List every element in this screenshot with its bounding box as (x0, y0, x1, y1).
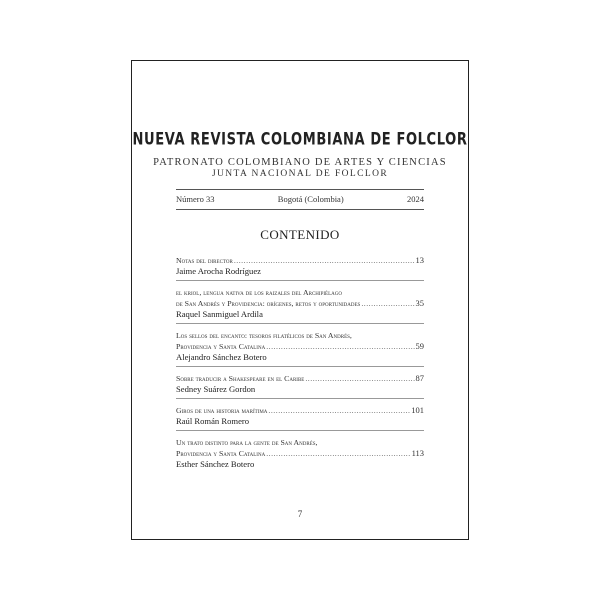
toc-title-line (176, 341, 424, 352)
publisher-name: PATRONATO COLOMBIANO DE ARTES Y CIENCIAS (153, 157, 447, 168)
issue-place: Bogotá (Colombia) (277, 194, 344, 204)
toc-title-line (176, 373, 424, 384)
entry-divider (176, 323, 424, 324)
toc-page-number: 13 (415, 255, 424, 265)
toc-title: Un trato distinto para la gente de San Andrés, (176, 438, 318, 447)
toc-title-line (176, 330, 424, 341)
toc-entry (176, 373, 424, 394)
toc-title: el kriol, lengua nativa de los raizales del Archipiélago (176, 288, 342, 297)
bottom-rule (176, 209, 424, 210)
toc-page-number: 87 (415, 373, 424, 383)
entry-divider (176, 280, 424, 281)
toc-title: Providencia y Santa Catalina (176, 449, 266, 458)
toc-title: Sobre traducir a Shakespeare en el Caribe (176, 374, 305, 383)
dot-leader (361, 298, 414, 309)
dot-leader (266, 341, 414, 352)
toc-title-line (176, 437, 424, 448)
dot-leader (266, 448, 410, 459)
toc-entry (176, 255, 424, 276)
toc-author: Jaime Arocha Rodríguez (176, 266, 261, 276)
toc-page-number: 101 (411, 405, 424, 415)
toc-title: Los sellos del encanto: tesoros filatélicos de San Andrés, (176, 331, 352, 340)
entry-divider (176, 430, 424, 431)
dot-leader (305, 373, 414, 384)
toc-entry (176, 330, 424, 362)
toc-author: Raúl Román Romero (176, 416, 250, 426)
page-number: 7 (297, 509, 303, 519)
toc-page-number: 113 (411, 448, 424, 458)
issue-number: Número 33 (176, 194, 215, 204)
toc-author: Sedney Suárez Gordon (176, 384, 256, 394)
entry-divider (176, 398, 424, 399)
toc-title-line (176, 448, 424, 459)
issue-info-row (176, 194, 424, 204)
board-name: JUNTA NACIONAL DE FOLCLOR (211, 169, 389, 179)
top-rule (176, 189, 424, 190)
toc-author: Alejandro Sánchez Botero (176, 352, 267, 362)
document-page (131, 60, 469, 540)
journal-title: NUEVA REVISTA COLOMBIANA DE FOLCLOR (132, 130, 468, 150)
toc-title: Providencia y Santa Catalina (176, 342, 266, 351)
toc-entry (176, 437, 424, 469)
toc-title-line (176, 405, 424, 416)
toc-title-line (176, 298, 424, 309)
table-of-contents (176, 255, 424, 469)
toc-title: de San Andrés y Providencia: orígenes, retos y oportunidades (176, 299, 361, 308)
toc-entry (176, 287, 424, 319)
contents-heading: CONTENIDO (260, 227, 340, 242)
toc-title-line (176, 287, 424, 298)
toc-page-number: 35 (415, 298, 424, 308)
dot-leader (234, 255, 415, 266)
dot-leader (268, 405, 410, 416)
toc-title-line (176, 255, 424, 266)
entry-divider (176, 366, 424, 367)
toc-author: Esther Sánchez Botero (176, 459, 255, 469)
issue-year: 2024 (406, 194, 424, 204)
toc-page-number: 59 (415, 341, 424, 351)
toc-author: Raquel Sanmiguel Ardila (176, 309, 263, 319)
toc-entry (176, 405, 424, 426)
toc-title: Notas del director (176, 256, 233, 265)
toc-title: Giros de una historia marítima (176, 406, 268, 415)
